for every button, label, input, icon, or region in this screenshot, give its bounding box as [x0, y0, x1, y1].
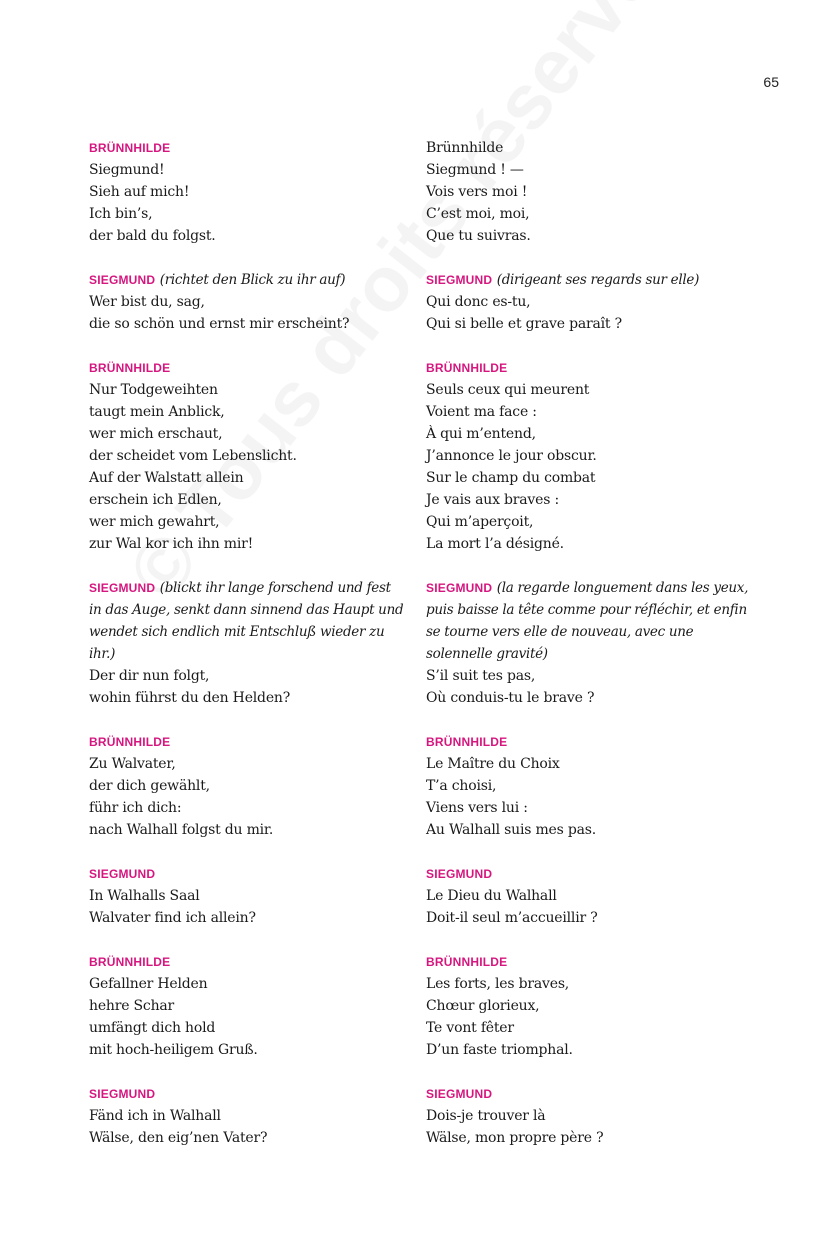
verse-line: Ich bin’s, [89, 206, 153, 222]
dialogue-block [89, 357, 404, 555]
speaker-name: SIEGMUND [426, 273, 493, 287]
verse-line: À qui m’entend, [426, 426, 536, 442]
verse-line: Seuls ceux qui meurent [426, 382, 590, 398]
speaker-name: SIEGMUND [89, 273, 156, 287]
verse-line: Dois-je trouver là [426, 1108, 546, 1124]
speaker-line [89, 357, 404, 379]
block-spacer [426, 929, 756, 951]
block-spacer [426, 709, 756, 731]
verse-line: der scheidet vom Lebenslicht. [89, 448, 297, 464]
verse-line: Te vont fêter [426, 1020, 514, 1036]
verse-line: Der dir nun folgt, [89, 668, 210, 684]
verse-line: Wer bist du, sag, [89, 294, 205, 310]
verse-line: führ ich dich: [89, 800, 182, 816]
speaker-name: SIEGMUND [89, 1087, 156, 1101]
verse-line: Au Walhall suis mes pas. [426, 822, 596, 838]
verse-line: Brünnhilde [426, 140, 504, 156]
speaker-line [89, 269, 404, 291]
speaker-name: BRÜNNHILDE [89, 361, 171, 375]
speaker-name: SIEGMUND [426, 867, 493, 881]
stage-direction: (dirigeant ses regards sur elle) [496, 272, 700, 288]
speaker-line [426, 1083, 756, 1105]
verse-line: La mort l’a désigné. [426, 536, 564, 552]
verse-line: der bald du folgst. [89, 228, 216, 244]
verse-line: S’il suit tes pas, [426, 668, 536, 684]
speaker-name: BRÜNNHILDE [89, 735, 171, 749]
verse-line: Le Dieu du Walhall [426, 888, 557, 904]
verse-line: D’un faste triomphal. [426, 1042, 573, 1058]
speaker-line [426, 269, 756, 291]
block-spacer [426, 841, 756, 863]
speaker-name: BRÜNNHILDE [426, 955, 508, 969]
verse-line: Qui m’aperçoit, [426, 514, 534, 530]
block-spacer [426, 335, 756, 357]
verse-line: Où conduis-tu le brave ? [426, 690, 595, 706]
verse-line: hehre Schar [89, 998, 175, 1014]
verse-line: Siegmund ! — [426, 162, 524, 178]
verse-line: Le Maître du Choix [426, 756, 560, 772]
verse-line: Voient ma face : [426, 404, 537, 420]
verse-line: Viens vers lui : [426, 800, 528, 816]
verse-line: taugt mein Anblick, [89, 404, 225, 420]
verse-line: Sieh auf mich! [89, 184, 190, 200]
dialogue-block [426, 863, 756, 929]
dialogue-block [89, 137, 404, 247]
verse-line: In Walhalls Saal [89, 888, 200, 904]
speaker-line [89, 951, 404, 973]
block-spacer [89, 247, 404, 269]
speaker-line [426, 951, 756, 973]
block-spacer [89, 1061, 404, 1083]
dialogue-block [89, 1083, 404, 1149]
speaker-name: BRÜNNHILDE [89, 141, 171, 155]
verse-line: Je vais aux braves : [426, 492, 559, 508]
french-column [426, 137, 756, 1149]
stage-direction: (richtet den Blick zu ihr auf) [159, 272, 346, 288]
speaker-name: SIEGMUND [89, 581, 156, 595]
stage-direction: (la regarde longuement dans les yeux, puis baisse la tête comme pour réfléchir, et enfin se tourne vers elle de nouveau, avec une solennelle gravité) [426, 580, 749, 662]
dialogue-block [89, 951, 404, 1061]
dialogue-block [426, 137, 756, 247]
verse-line: umfängt dich hold [89, 1020, 216, 1036]
verse-line: Gefallner Helden [89, 976, 208, 992]
dialogue-block [426, 269, 756, 335]
speaker-line [426, 731, 756, 753]
speaker-line [89, 137, 404, 159]
verse-line: Les forts, les braves, [426, 976, 570, 992]
verse-line: Qui si belle et grave paraît ? [426, 316, 622, 332]
verse-line: wohin führst du den Helden? [89, 690, 291, 706]
block-spacer [426, 555, 756, 577]
verse-line: erschein ich Edlen, [89, 492, 222, 508]
verse-line: wer mich erschaut, [89, 426, 223, 442]
verse-line: Wälse, mon propre père ? [426, 1130, 604, 1146]
verse-line: Qui donc es-tu, [426, 294, 531, 310]
dialogue-block [89, 731, 404, 841]
dialogue-block [426, 357, 756, 555]
speaker-line [89, 577, 404, 665]
dialogue-block [426, 1083, 756, 1149]
verse-line: Doit-il seul m’accueillir ? [426, 910, 598, 926]
block-spacer [89, 929, 404, 951]
block-spacer [89, 709, 404, 731]
verse-line: J’annonce le jour obscur. [426, 448, 597, 464]
verse-line: T’a choisi, [426, 778, 497, 794]
verse-line: mit hoch-heiligem Gruß. [89, 1042, 258, 1058]
page-number: 65 [763, 74, 779, 90]
speaker-line [89, 731, 404, 753]
german-column [89, 137, 404, 1149]
dialogue-block [426, 951, 756, 1061]
verse-line: Siegmund! [89, 162, 165, 178]
verse-line: nach Walhall folgst du mir. [89, 822, 274, 838]
verse-line: Fänd ich in Walhall [89, 1108, 221, 1124]
stage-direction: (blickt ihr lange forschend und fest in das Auge, senkt dann sinnend das Haupt und wendet sich endlich mit Entschluß wieder zu ihr.) [89, 580, 404, 662]
verse-line: wer mich gewahrt, [89, 514, 220, 530]
verse-line: die so schön und ernst mir erscheint? [89, 316, 350, 332]
verse-line: C’est moi, moi, [426, 206, 530, 222]
verse-line: Nur Todgeweihten [89, 382, 218, 398]
speaker-name: SIEGMUND [89, 867, 156, 881]
speaker-line [426, 577, 756, 665]
block-spacer [426, 1061, 756, 1083]
verse-line: Walvater find ich allein? [89, 910, 256, 926]
verse-line: Vois vers moi ! [426, 184, 528, 200]
verse-line: zur Wal kor ich ihn mir! [89, 536, 254, 552]
verse-line: Sur le champ du combat [426, 470, 596, 486]
verse-line: der dich gewählt, [89, 778, 210, 794]
speaker-line [89, 863, 404, 885]
block-spacer [89, 841, 404, 863]
block-spacer [89, 555, 404, 577]
verse-line: Wälse, den eig’nen Vater? [89, 1130, 268, 1146]
block-spacer [426, 247, 756, 269]
speaker-name: BRÜNNHILDE [426, 735, 508, 749]
dialogue-block [426, 577, 756, 709]
verse-line: Chœur glorieux, [426, 998, 540, 1014]
dialogue-block [89, 863, 404, 929]
dialogue-block [89, 269, 404, 335]
dialogue-block [426, 731, 756, 841]
speaker-line [426, 357, 756, 379]
speaker-name: SIEGMUND [426, 1087, 493, 1101]
speaker-name: BRÜNNHILDE [426, 361, 508, 375]
verse-line: Zu Walvater, [89, 756, 176, 772]
verse-line: Auf der Walstatt allein [89, 470, 244, 486]
speaker-line [89, 1083, 404, 1105]
block-spacer [89, 335, 404, 357]
speaker-name: SIEGMUND [426, 581, 493, 595]
dialogue-block [89, 577, 404, 709]
verse-line: Que tu suivras. [426, 228, 531, 244]
speaker-name: BRÜNNHILDE [89, 955, 171, 969]
speaker-line [426, 863, 756, 885]
